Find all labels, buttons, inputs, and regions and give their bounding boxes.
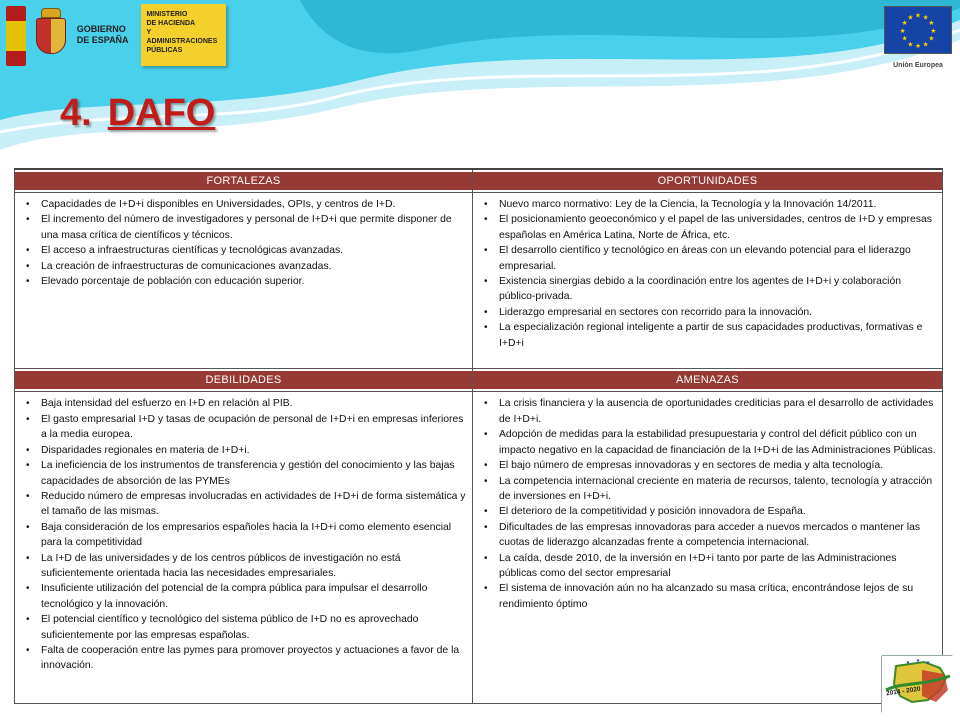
list-item: • Capacidades de I+D+i disponibles en Universidades, OPIs, y centros de I+D. <box>21 197 466 212</box>
list-item: • El incremento del número de investigadores y personal de I+D+i que permite disponer de una masa crítica de científicos y técnicos. <box>21 212 466 243</box>
list-item: • La especialización regional inteligente a partir de sus capacidades productivas, formativas e I+D+i <box>479 320 936 351</box>
list-item: • El acceso a infraestructuras científicas y tecnológicas avanzadas. <box>21 243 466 258</box>
coat-of-arms-icon <box>28 6 73 66</box>
fortalezas-header: FORTALEZAS <box>15 172 472 190</box>
svg-text:★: ★ <box>915 658 921 664</box>
bottom-header-row <box>15 369 943 392</box>
ministry-label <box>141 4 226 66</box>
list-item: • Falta de cooperación entre las pymes para promover proyectos y actuaciones a favor de la innovación. <box>21 643 466 674</box>
svg-text:★: ★ <box>922 40 929 49</box>
list-item: • Reducido número de empresas involucradas en actividades de I+D+i de forma sistemática y el tamaño de las mismas. <box>21 489 466 520</box>
list-item: • La creación de infraestructuras de comunicaciones avanzadas. <box>21 259 466 274</box>
fortalezas-cell <box>15 193 473 369</box>
list-item: • Elevado porcentaje de población con educación superior. <box>21 274 466 289</box>
list-item: • El gasto empresarial I+D y tasas de ocupación de personal de I+D+i en empresas inferiores a la media europea. <box>21 412 466 443</box>
ministry-line1: MINISTERIO <box>146 11 188 18</box>
union-europea-logo <box>884 6 952 69</box>
oportunidades-header-cell <box>473 169 943 193</box>
oportunidades-list <box>473 193 942 353</box>
debilidades-header-cell <box>15 369 473 392</box>
eu-caption: Unión Europea <box>893 62 943 69</box>
list-item: • Insuficiente utilización del potencial de la compra pública para impulsar el desarrollo tecnológico y la innovación. <box>21 581 466 612</box>
list-item: • El deterioro de la competitividad y posición innovadora de España. <box>479 504 936 519</box>
list-item: • Nuevo marco normativo: Ley de la Ciencia, la Tecnología y la Innovación 14/2011. <box>479 197 936 212</box>
oportunidades-header: OPORTUNIDADES <box>473 172 942 190</box>
svg-text:★: ★ <box>899 26 906 35</box>
list-item: • El posicionamiento geoeconómico y el papel de las universidades, centros de I+D y empresas españolas en América Latina, Norte de África, etc. <box>479 212 936 243</box>
debilidades-list <box>15 392 472 675</box>
list-item: • El desarrollo científico y tecnológico en áreas con un elevando potencial para el liderazgo empresarial. <box>479 243 936 274</box>
shield-icon <box>36 18 66 54</box>
svg-text:★: ★ <box>925 660 931 666</box>
svg-text:★: ★ <box>922 13 929 22</box>
list-item: • El potencial científico y tecnológico del sistema público de I+D no es aprovechado suficientemente por las empresas españolas. <box>21 612 466 643</box>
svg-text:★: ★ <box>907 40 914 49</box>
fortalezas-header-cell <box>15 169 473 193</box>
svg-text:★: ★ <box>930 26 937 35</box>
list-item: • Baja consideración de los empresarios españoles hacia la I+D+i como elemento esencial para la competitividad <box>21 520 466 551</box>
top-header-row <box>15 169 943 193</box>
svg-text:★: ★ <box>915 42 921 51</box>
programa-label: 2014 - 2020 <box>885 685 922 698</box>
amenazas-header-cell <box>473 369 943 392</box>
list-item: • Baja intensidad del esfuerzo en I+D en relación al PIB. <box>21 396 466 411</box>
amenazas-header: AMENAZAS <box>473 371 942 389</box>
svg-text:★: ★ <box>928 34 935 43</box>
programa-2014-2020-logo <box>881 655 953 713</box>
list-item: • El bajo número de empresas innovadoras y en sectores de media y alta tecnología. <box>479 458 936 473</box>
eu-flag-icon <box>884 6 952 54</box>
crown-icon <box>41 8 61 18</box>
list-item: • La crisis financiera y la ausencia de oportunidades crediticias para el desarrollo de actividades de I+D+i. <box>479 396 936 427</box>
spanish-flag-stripe <box>6 6 26 66</box>
ministry-line3: Y ADMINISTRACIONES <box>146 29 218 45</box>
svg-text:★: ★ <box>905 660 911 666</box>
dafo-table <box>14 168 943 704</box>
top-content-row <box>15 193 943 369</box>
list-item: • Liderazgo empresarial en sectores con recorrido para la innovación. <box>479 305 936 320</box>
gobierno-espana-logo <box>6 4 226 68</box>
debilidades-header: DEBILIDADES <box>15 371 472 389</box>
amenazas-cell <box>473 392 943 704</box>
svg-text:★: ★ <box>907 13 914 22</box>
svg-text:★: ★ <box>928 19 935 28</box>
slide-title <box>60 92 215 135</box>
list-item: • La competencia internacional creciente en materia de recursos, talento, tecnología y atracción de inversiones en I+D+i. <box>479 474 936 505</box>
svg-text:★: ★ <box>901 19 908 28</box>
list-item: • Dificultades de las empresas innovadoras para acceder a nuevos mercados o mantener las cuotas de liderazgo alcanzadas frente a competencia internacional. <box>479 520 936 551</box>
list-item: • Existencia sinergias debido a la coordinación entre los agentes de I+D+i y colaboración público-privada. <box>479 274 936 305</box>
list-item: • La ineficiencia de los instrumentos de transferencia y gestión del conocimiento y las bajas capacidades de absorción de las PYMEs <box>21 458 466 489</box>
gobierno-line2: DE ESPAÑA <box>76 35 129 45</box>
ministry-line4: PÚBLICAS <box>146 47 183 54</box>
title-number: 4. <box>60 92 92 134</box>
list-item: • La caída, desde 2010, de la inversión en I+D+i tanto por parte de las Administraciones públicas como del sector empresarial <box>479 551 936 582</box>
debilidades-cell <box>15 392 473 704</box>
gobierno-line1: GOBIERNO <box>76 24 126 34</box>
ministry-line2: DE HACIENDA <box>146 20 196 27</box>
list-item: • La I+D de las universidades y de los centros públicos de investigación no está suficientemente orientada hacia las necesidades empresariales. <box>21 551 466 582</box>
svg-text:★: ★ <box>901 34 908 43</box>
amenazas-list <box>473 392 942 614</box>
title-text: DAFO <box>107 92 216 134</box>
list-item: • Adopción de medidas para la estabilidad presupuestaria y control del déficit público con un impacto negativo en la capacidad de financiación de la I+D+i de las Administraciones Públicas. <box>479 427 936 458</box>
svg-text:★: ★ <box>915 11 921 20</box>
gobierno-text <box>77 24 140 68</box>
fortalezas-list <box>15 193 472 291</box>
list-item: • Disparidades regionales en materia de I+D+i. <box>21 443 466 458</box>
bottom-content-row <box>15 392 943 704</box>
oportunidades-cell <box>473 193 943 369</box>
list-item: • El sistema de innovación aún no ha alcanzado su masa crítica, encontrándose lejos de su rendimiento óptimo <box>479 581 936 612</box>
